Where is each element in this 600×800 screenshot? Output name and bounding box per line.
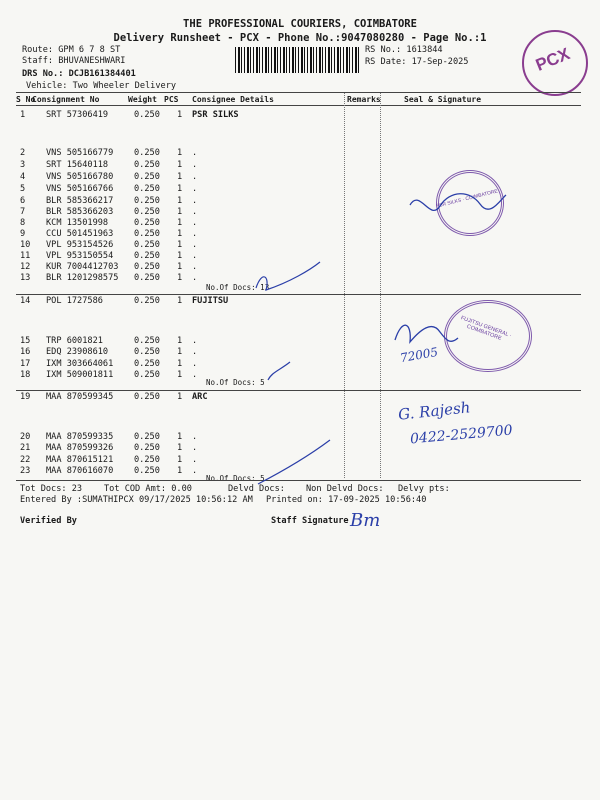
serial-number: 4 xyxy=(20,172,26,182)
pieces: 1 xyxy=(177,262,183,272)
serial-number: 18 xyxy=(20,370,31,380)
serial-number: 8 xyxy=(20,218,26,228)
consignee-details: . xyxy=(192,251,198,261)
pieces: 1 xyxy=(177,207,183,217)
serial-number: 19 xyxy=(20,392,31,402)
column-header-1: Consignment No xyxy=(32,95,100,104)
route-label: Route: GPM 6 7 8 ST xyxy=(22,45,121,55)
consignee-details: . xyxy=(192,240,198,250)
pieces: 1 xyxy=(177,148,183,158)
verified-by-label: Verified By xyxy=(20,516,77,526)
consignee-details: . xyxy=(192,184,198,194)
column-header-6: Seal & Signature xyxy=(404,95,482,104)
consignee-details: . xyxy=(192,262,198,272)
pieces: 1 xyxy=(177,273,183,283)
weight: 0.250 xyxy=(134,262,160,272)
weight: 0.250 xyxy=(134,110,160,120)
consignment-number: TRP 6001821 xyxy=(46,336,103,346)
serial-number: 22 xyxy=(20,455,31,465)
rs-date: RS Date: 17-Sep-2025 xyxy=(365,57,469,67)
weight: 0.250 xyxy=(134,466,160,476)
weight: 0.250 xyxy=(134,455,160,465)
consignment-number: BLR 585366217 xyxy=(46,196,114,206)
column-header-4: Consignee Details xyxy=(192,95,274,104)
weight: 0.250 xyxy=(134,184,160,194)
consignee-details: . xyxy=(192,218,198,228)
serial-number: 9 xyxy=(20,229,26,239)
consignee-details: PSR SILKS xyxy=(192,110,239,120)
serial-number: 14 xyxy=(20,296,31,306)
receiver-phone-handwriting: 0422-2529700 xyxy=(409,422,514,448)
pieces: 1 xyxy=(177,443,183,453)
header-bottom-rule xyxy=(16,105,581,106)
fujitsu-seal-text: FUJITSU GENERAL · COIMBATORE xyxy=(459,315,513,342)
consignee-details: . xyxy=(192,347,198,357)
totals-rule xyxy=(16,480,581,481)
pieces: 1 xyxy=(177,110,183,120)
pieces: 1 xyxy=(177,296,183,306)
consignment-number: CCU 501451963 xyxy=(46,229,114,239)
delivered-docs: Delvd Docs: xyxy=(228,484,285,494)
weight: 0.250 xyxy=(134,359,160,369)
consignment-number: MAA 870599345 xyxy=(46,392,114,402)
consignee-details: . xyxy=(192,359,198,369)
pieces: 1 xyxy=(177,218,183,228)
pieces: 1 xyxy=(177,184,183,194)
weight: 0.250 xyxy=(134,218,160,228)
tick-mark-group2 xyxy=(268,362,290,380)
total-docs: Tot Docs: 23 xyxy=(20,484,83,494)
weight: 0.250 xyxy=(134,240,160,250)
weight: 0.250 xyxy=(134,229,160,239)
consignee-details: . xyxy=(192,160,198,170)
consignee-details: . xyxy=(192,432,198,442)
consignment-number: SRT 57306419 xyxy=(46,110,109,120)
delivery-points: Delvy pts: xyxy=(398,484,450,494)
consignee-details: . xyxy=(192,466,198,476)
consignment-number: KCM 13501998 xyxy=(46,218,109,228)
consignment-number: MAA 870599326 xyxy=(46,443,114,453)
consignee-details: . xyxy=(192,370,198,380)
consignment-number: VNS 505166779 xyxy=(46,148,114,158)
consignment-number: VNS 505166780 xyxy=(46,172,114,182)
consignment-number: SRT 15640118 xyxy=(46,160,109,170)
column-header-3: PCS xyxy=(164,95,179,104)
pieces: 1 xyxy=(177,196,183,206)
consignment-number: EDQ 23908610 xyxy=(46,347,109,357)
consignment-number: VPL 953150554 xyxy=(46,251,114,261)
consignment-number: MAA 870616070 xyxy=(46,466,114,476)
psr-silks-seal-text: PSR SILKS · COIMBATORE xyxy=(435,188,499,210)
fujitsu-note-handwriting: 72005 xyxy=(399,344,440,366)
docs-count: No.Of Docs: 5 xyxy=(206,378,265,387)
group-divider xyxy=(16,390,581,391)
serial-number: 23 xyxy=(20,466,31,476)
weight: 0.250 xyxy=(134,160,160,170)
header-top-rule xyxy=(16,92,581,93)
consignment-number: MAA 870599335 xyxy=(46,432,114,442)
consignee-details: . xyxy=(192,455,198,465)
tick-mark-group3 xyxy=(258,440,330,484)
consignee-details: . xyxy=(192,172,198,182)
weight: 0.250 xyxy=(134,148,160,158)
pieces: 1 xyxy=(177,392,183,402)
consignment-number: IXM 303664061 xyxy=(46,359,114,369)
weight: 0.250 xyxy=(134,432,160,442)
consignment-number: VNS 505166766 xyxy=(46,184,114,194)
serial-number: 15 xyxy=(20,336,31,346)
pcx-stamp-text: PCX xyxy=(533,44,573,75)
staff-signature-label: Staff Signature xyxy=(271,516,349,526)
receiver-name-handwriting: G. Rajesh xyxy=(397,398,472,424)
weight: 0.250 xyxy=(134,196,160,206)
consignment-number: BLR 585366203 xyxy=(46,207,114,217)
rs-number: RS No.: 1613844 xyxy=(365,45,443,55)
consignee-details: . xyxy=(192,229,198,239)
consignee-details: . xyxy=(192,443,198,453)
consignee-details: FUJITSU xyxy=(192,296,229,306)
barcode xyxy=(235,47,361,73)
pieces: 1 xyxy=(177,336,183,346)
pieces: 1 xyxy=(177,347,183,357)
weight: 0.250 xyxy=(134,392,160,402)
weight: 0.250 xyxy=(134,347,160,357)
serial-number: 12 xyxy=(20,262,31,272)
serial-number: 20 xyxy=(20,432,31,442)
serial-number: 3 xyxy=(20,160,26,170)
non-delivered-docs: Non Delvd Docs: xyxy=(306,484,384,494)
pieces: 1 xyxy=(177,370,183,380)
consignee-details: . xyxy=(192,207,198,217)
consignee-details: . xyxy=(192,196,198,206)
vehicle-label: Vehicle: Two Wheeler Delivery xyxy=(26,81,177,91)
serial-number: 21 xyxy=(20,443,31,453)
serial-number: 10 xyxy=(20,240,31,250)
consignment-number: VPL 953154526 xyxy=(46,240,114,250)
column-header-5: Remarks xyxy=(347,95,381,104)
consignment-number: IXM 509001811 xyxy=(46,370,114,380)
remarks-divider xyxy=(344,93,345,478)
serial-number: 13 xyxy=(20,273,31,283)
weight: 0.250 xyxy=(134,172,160,182)
docs-count: No.Of Docs: 5 xyxy=(206,474,265,483)
runsheet-subtitle: Delivery Runsheet - PCX - Phone No.:9047080280 - Page No.:1 xyxy=(113,32,487,44)
serial-number: 17 xyxy=(20,359,31,369)
consignment-number: BLR 1201298575 xyxy=(46,273,119,283)
serial-number: 2 xyxy=(20,148,26,158)
staff-signature-handwriting: Bm xyxy=(350,510,381,531)
pieces: 1 xyxy=(177,432,183,442)
weight: 0.250 xyxy=(134,251,160,261)
serial-number: 1 xyxy=(20,110,26,120)
seal-divider xyxy=(380,93,381,478)
docs-count: No.Of Docs: 13 xyxy=(206,283,270,292)
pieces: 1 xyxy=(177,466,183,476)
drs-number: DRS No.: DCJB161384401 xyxy=(22,69,136,79)
serial-number: 16 xyxy=(20,347,31,357)
consignment-number: MAA 870615121 xyxy=(46,455,114,465)
serial-number: 5 xyxy=(20,184,26,194)
entered-by: Entered By :SUMATHIPCX 09/17/2025 10:56:12 AM xyxy=(20,495,253,505)
consignment-number: KUR 7004412703 xyxy=(46,262,119,272)
printed-on: Printed on: 17-09-2025 10:56:40 xyxy=(266,495,427,505)
consignee-details: . xyxy=(192,148,198,158)
pieces: 1 xyxy=(177,251,183,261)
pieces: 1 xyxy=(177,455,183,465)
staff-label: Staff: BHUVANESHWARI xyxy=(22,56,126,66)
pieces: 1 xyxy=(177,172,183,182)
pieces: 1 xyxy=(177,359,183,369)
consignee-details: ARC xyxy=(192,392,208,402)
total-cod-amount: Tot COD Amt: 0.00 xyxy=(104,484,192,494)
serial-number: 11 xyxy=(20,251,31,261)
weight: 0.250 xyxy=(134,296,160,306)
weight: 0.250 xyxy=(134,273,160,283)
serial-number: 7 xyxy=(20,207,26,217)
weight: 0.250 xyxy=(134,370,160,380)
consignee-details: . xyxy=(192,336,198,346)
consignment-number: POL 1727586 xyxy=(46,296,103,306)
weight: 0.250 xyxy=(134,443,160,453)
weight: 0.250 xyxy=(134,336,160,346)
column-header-2: Weight xyxy=(128,95,157,104)
serial-number: 6 xyxy=(20,196,26,206)
pieces: 1 xyxy=(177,229,183,239)
column-header-0: S No xyxy=(16,95,36,104)
pieces: 1 xyxy=(177,160,183,170)
pieces: 1 xyxy=(177,240,183,250)
weight: 0.250 xyxy=(134,207,160,217)
group-divider xyxy=(16,294,581,295)
consignee-details: . xyxy=(192,273,198,283)
company-title: THE PROFESSIONAL COURIERS, COIMBATORE xyxy=(183,18,417,30)
